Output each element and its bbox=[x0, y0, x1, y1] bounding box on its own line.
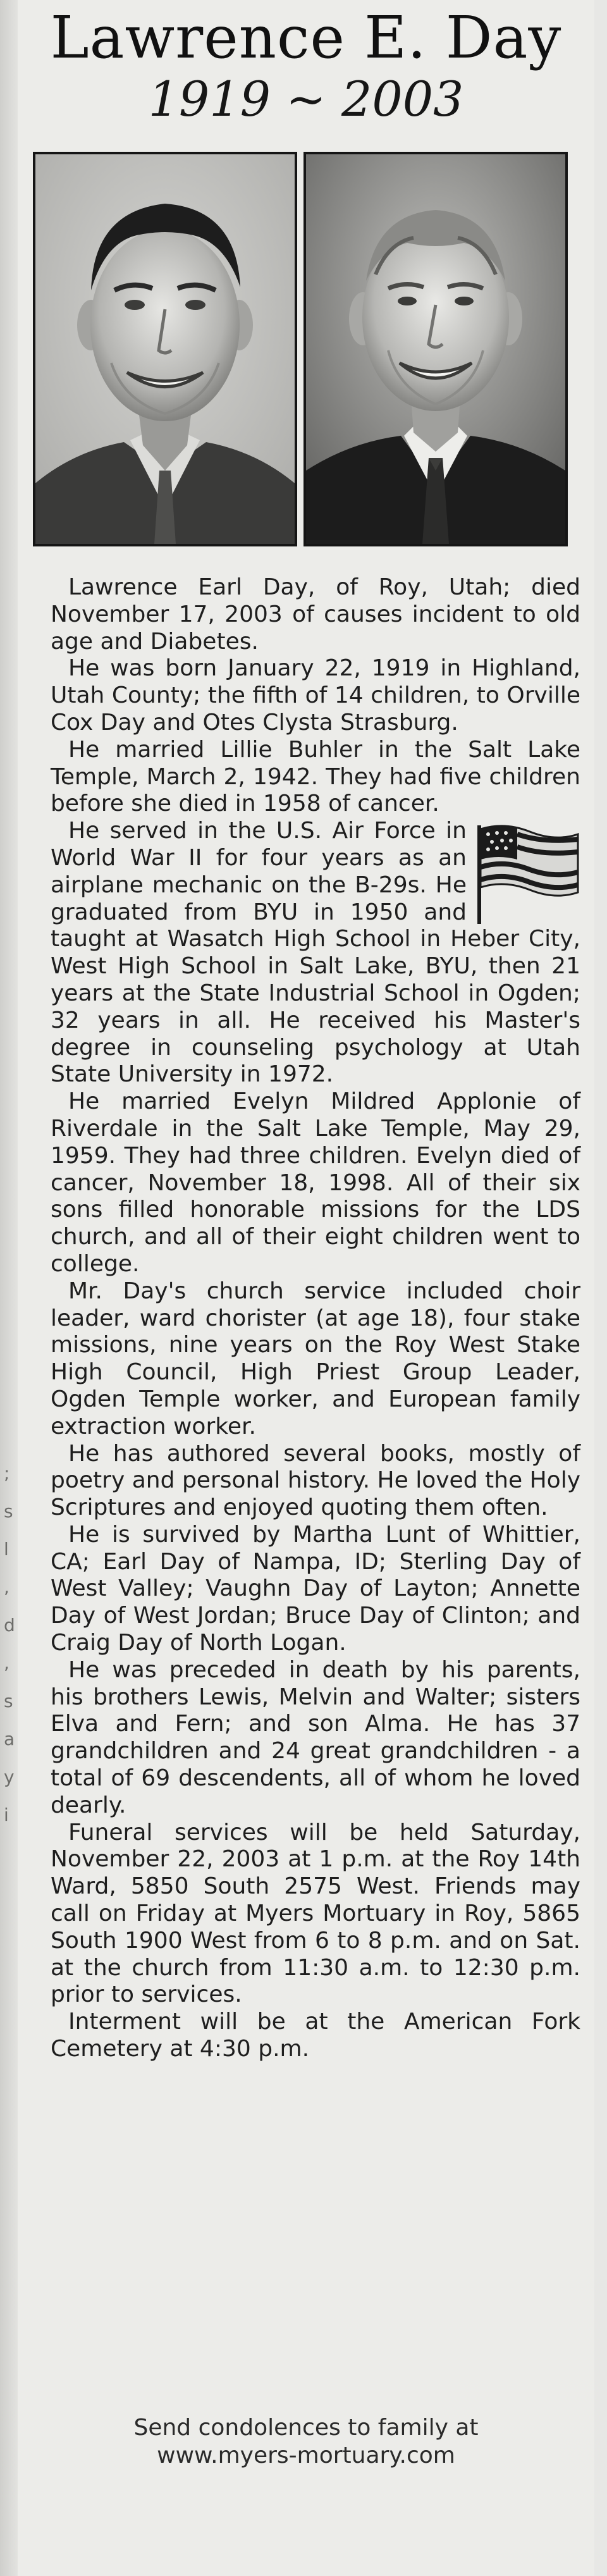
paragraph-preceded: He was preceded in death by his parents, his brothers Lewis, Melvin and Walter; sisters Elva and Fern; and son Alma. He has 37 grandchildren and 24 great grandchildren - a total of 69 descendents, all of whom he loved dearly. bbox=[51, 1656, 580, 1818]
paragraph-authorship: He has authored several books, mostly of poetry and personal history. He loved the Holy Scriptures and enjoyed quoting them often. bbox=[51, 1440, 580, 1521]
adjacent-column-fragments: ; s l , d , s a y i bbox=[4, 1463, 15, 1825]
paragraph-career-text: He served in the U.S. Air Force in World War II for four years as an airplane mechanic on the B-29s. He graduated from BYU in 1950 and taught at Wasatch High School in Heber City, West High School in Salt Lake, BYU, then 21 years at the State Industrial School in Ogden; 32 years in all. He received his Master's degree in counseling psychology at Utah State University in 1972. bbox=[51, 818, 580, 1088]
paragraph-career bbox=[51, 818, 580, 1088]
paragraph-death: Lawrence Earl Day, of Roy, Utah; died November 17, 2003 of causes incident to old age and Diabetes. bbox=[51, 574, 580, 655]
paragraph-first-marriage: He married Lillie Buhler in the Salt Lake Temple, March 2, 1942. They had five children before she died in 1958 of cancer. bbox=[51, 736, 580, 817]
life-years: 1919 ~ 2003 bbox=[148, 71, 464, 127]
paragraph-funeral: Funeral services will be held Saturday, November 22, 2003 at 1 p.m. at the Roy 14th Ward, 5850 South 2575 West. Friends may call on Friday at Myers Mortuary in Roy, 5865 South 1900 West from 6 to 8 p.m. and on Sat. at the church from 11:30 a.m. to 12:30 p.m. prior to services. bbox=[51, 1819, 580, 2008]
paragraph-church-service: Mr. Day's church service included choir leader, ward chorister (at age 18), four stake missions, nine years on the Roy West Stake High Council, High Priest Group Leader, Ogden Temple worker, and European family extraction worker. bbox=[51, 1278, 580, 1439]
condolences-note: Send condolences to family at bbox=[133, 2415, 479, 2441]
paragraph-second-marriage: He married Evelyn Mildred Applonie of Riverdale in the Salt Lake Temple, May 29, 1959. They had three children. Evelyn died of cancer, November 18, 1998. All of their six sons filled honorable missions for the LDS church, and all of their eight children went to college. bbox=[51, 1088, 580, 1277]
portrait-photo-older bbox=[304, 152, 568, 546]
obituary-text bbox=[51, 574, 580, 2063]
portrait-photo-young bbox=[33, 152, 297, 546]
paragraph-interment: Interment will be at the American Fork Cemetery at 4:30 p.m. bbox=[51, 2009, 580, 2062]
mortuary-website-link[interactable]: www.myers-mortuary.com bbox=[157, 2443, 455, 2468]
american-flag-icon bbox=[473, 818, 580, 925]
portrait-young-image bbox=[35, 154, 295, 544]
portrait-older-image bbox=[306, 154, 565, 544]
paragraph-survivors: He is survived by Martha Lunt of Whittier, CA; Earl Day of Nampa, ID; Sterling Day of West Valley; Vaughn Day of Layton; Annette Day of West Jordan; Bruce Day of Clinton; and Craig Day of North Logan. bbox=[51, 1521, 580, 1656]
deceased-name: Lawrence E. Day bbox=[50, 4, 562, 71]
obituary-clipping bbox=[18, 0, 594, 2576]
paragraph-birth: He was born January 22, 1919 in Highland, Utah County; the fifth of 14 children, to Orville Cox Day and Otes Clysta Strasburg. bbox=[51, 655, 580, 736]
